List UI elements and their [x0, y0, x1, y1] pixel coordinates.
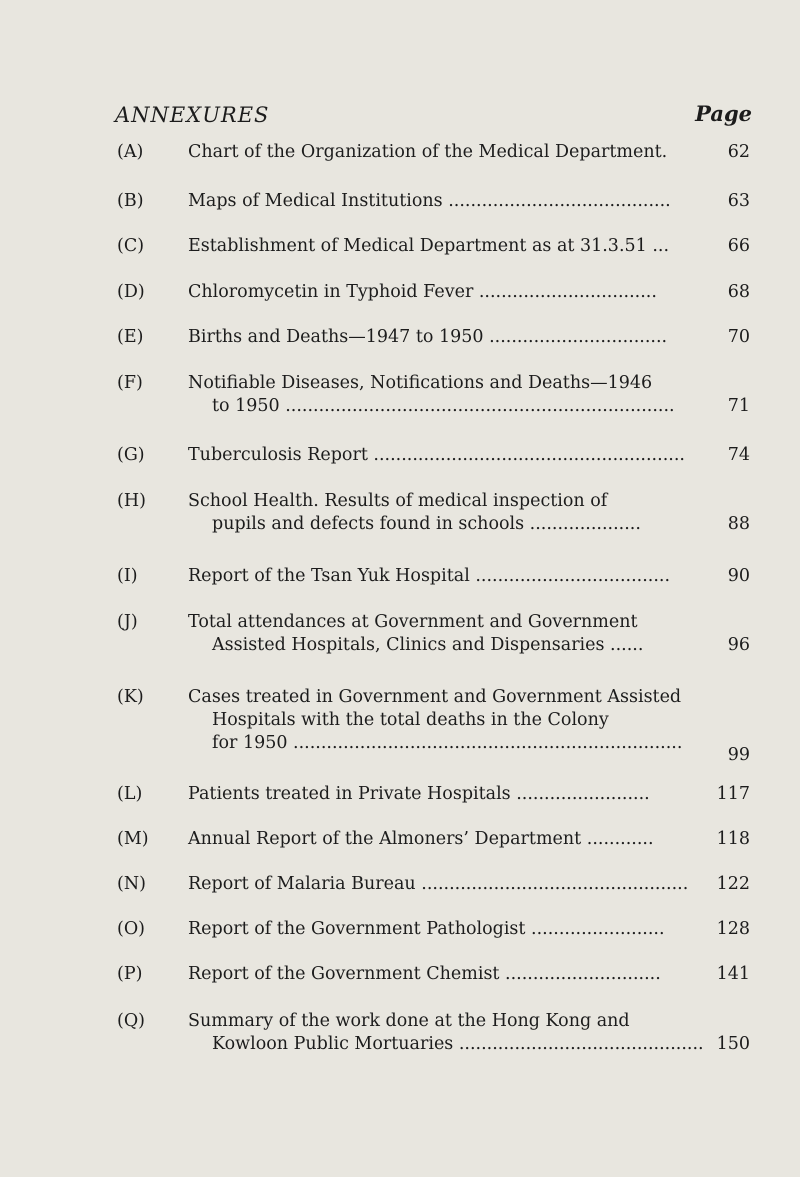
page-number: 90: [727, 566, 750, 586]
annexure-title-line: Annual Report of the Almoners’ Department ............: [188, 829, 654, 849]
annexure-letter: (N): [117, 874, 146, 894]
annexure-title-line: Maps of Medical Institutions ........................................: [188, 191, 671, 211]
annexure-title-line: Tuberculosis Report ........................................................: [188, 445, 685, 465]
page-number: 71: [727, 396, 750, 416]
page-number: 66: [727, 236, 750, 256]
annexure-title-line: Establishment of Medical Department as at 31.3.51 ...: [188, 236, 670, 256]
annexure-letter: (D): [117, 282, 145, 302]
annexure-title-line: Births and Deaths—1947 to 1950 ................................: [188, 327, 668, 347]
page-number: 128: [716, 919, 750, 939]
annexure-title-line: Report of the Tsan Yuk Hospital ...................................: [188, 566, 671, 586]
page-number: 150: [716, 1034, 750, 1054]
annexure-title-line: Summary of the work done at the Hong Kong and: [188, 1011, 630, 1031]
annexure-letter: (A): [117, 142, 144, 162]
page-number: 62: [727, 142, 750, 162]
annexure-title-line: Chart of the Organization of the Medical Department.: [188, 142, 668, 162]
annexure-title-line: Cases treated in Government and Government Assisted: [188, 687, 682, 707]
annexure-letter: (I): [117, 566, 138, 586]
page-number: 68: [727, 282, 750, 302]
annexure-letter: (O): [117, 919, 146, 939]
annexure-title-line: pupils and defects found in schools ....................: [212, 514, 641, 534]
page-column-heading: Page: [695, 101, 752, 126]
annexure-title-line: Chloromycetin in Typhoid Fever ................................: [188, 282, 657, 302]
annexure-title-line: Report of the Government Chemist ............................: [188, 964, 661, 984]
page-number: 70: [727, 327, 750, 347]
page-number: 96: [727, 635, 750, 655]
annexure-letter: (P): [117, 964, 143, 984]
page-number: 99: [727, 744, 750, 765]
annexure-title-line: Report of the Government Pathologist ........................: [188, 919, 665, 939]
page-number: 88: [727, 514, 750, 534]
page-number: 122: [716, 874, 750, 894]
annexure-letter: (F): [117, 373, 143, 393]
annexure-title-line: Total attendances at Government and Government: [188, 612, 638, 632]
annexure-title-line: for 1950 ......................................................................: [212, 733, 683, 753]
annexure-letter: (C): [117, 236, 145, 256]
annexure-title-line: Assisted Hospitals, Clinics and Dispensaries ......: [212, 635, 644, 655]
annexure-title-line: Patients treated in Private Hospitals ........................: [188, 784, 650, 804]
annexure-title-line: Kowloon Public Mortuaries ............................................: [212, 1034, 704, 1054]
annexure-title-line: Hospitals with the total deaths in the Colony: [212, 710, 609, 730]
annexure-letter: (M): [117, 829, 149, 849]
annexure-letter: (K): [117, 687, 144, 707]
annexure-letter: (G): [117, 445, 145, 465]
annexure-title-line: Report of Malaria Bureau ................................................: [188, 874, 689, 894]
page-number: 141: [716, 964, 750, 984]
page-number: 118: [716, 829, 750, 849]
annexure-letter: (Q): [117, 1011, 146, 1031]
annexure-title-line: Notifiable Diseases, Notifications and Deaths—1946: [188, 373, 653, 393]
page-number: 117: [716, 784, 750, 804]
annexure-letter: (E): [117, 327, 144, 347]
annexure-letter: (H): [117, 491, 146, 511]
page-number: 74: [727, 445, 750, 465]
annexures-heading: ANNEXURES: [115, 103, 270, 127]
annexure-letter: (L): [117, 784, 143, 804]
annexure-letter: (B): [117, 191, 144, 211]
page-number: 63: [727, 191, 750, 211]
annexure-title-line: School Health. Results of medical inspection of: [188, 491, 608, 511]
annexure-letter: (J): [117, 612, 138, 632]
annexure-title-line: to 1950 ......................................................................: [212, 396, 675, 416]
